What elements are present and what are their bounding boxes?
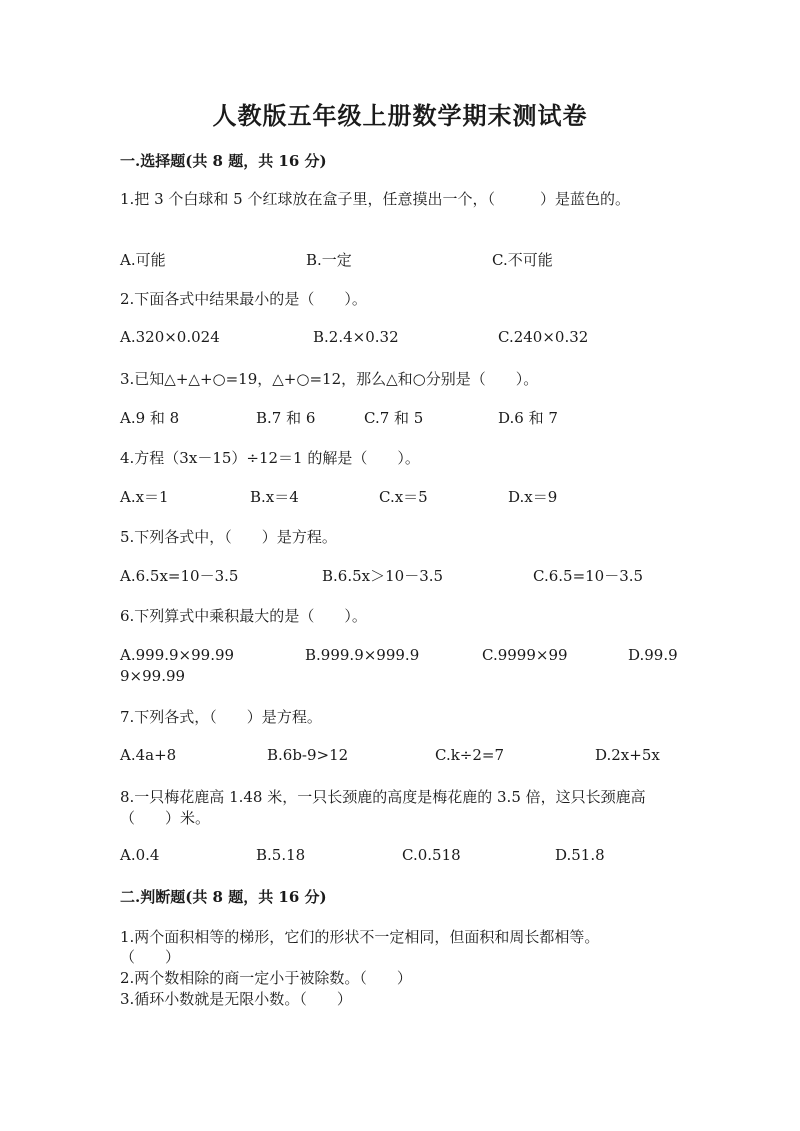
question-8: 8.一只梅花鹿高 1.48 米，一只长颈鹿的高度是梅花鹿的 3.5 倍，这只长颈鹿高 (120, 788, 646, 806)
question-6-option-c: C.9999×99 (482, 646, 568, 664)
question-1-option-c: C.不可能 (492, 251, 553, 269)
question-1-option-a: A.可能 (120, 251, 166, 269)
question-7-option-a: A.4a+8 (120, 746, 177, 764)
question-6-option-d-wrap: 9×99.99 (120, 667, 186, 685)
judgment-3: 3.循环小数就是无限小数。（ ） (120, 990, 352, 1008)
question-7: 7.下列各式，（ ）是方程。 (120, 708, 322, 726)
question-2-option-a: A.320×0.024 (120, 328, 220, 346)
judgment-1: 1.两个面积相等的梯形，它们的形状不一定相同，但面积和周长都相等。 (120, 928, 600, 946)
question-6-option-b: B.999.9×999.9 (305, 646, 420, 664)
question-3-option-c: C.7 和 5 (364, 409, 424, 427)
question-6-option-d: D.99.9 (628, 646, 678, 664)
question-7-option-d: D.2x+5x (595, 746, 660, 764)
section-heading-multiple-choice: 一.选择题(共 8 题，共 16 分) (120, 152, 327, 170)
question-8-option-c: C.0.518 (402, 846, 461, 864)
question-6: 6.下列算式中乘积最大的是（ ）。 (120, 607, 367, 625)
question-3: 3.已知△+△+○=19，△+○=12，那么△和○分别是（ ）。 (120, 370, 539, 388)
question-4: 4.方程（3x－15）÷12＝1 的解是（ ）。 (120, 449, 420, 467)
question-3-option-b: B.7 和 6 (256, 409, 316, 427)
question-7-option-b: B.6b-9>12 (267, 746, 349, 764)
judgment-1-wrap: （ ） (120, 948, 181, 966)
section-heading-true-false: 二.判断题(共 8 题，共 16 分) (120, 888, 327, 906)
question-7-option-c: C.k÷2=7 (435, 746, 505, 764)
question-5-option-b: B.6.5x＞10－3.5 (322, 567, 444, 585)
question-5-option-a: A.6.5x=10－3.5 (120, 567, 239, 585)
question-6-option-a: A.999.9×99.99 (120, 646, 235, 664)
question-5-option-c: C.6.5=10－3.5 (533, 567, 644, 585)
question-8-option-b: B.5.18 (256, 846, 306, 864)
question-8-wrap: （ ）米。 (120, 809, 211, 827)
question-4-option-d: D.x＝9 (508, 488, 558, 506)
judgment-2: 2.两个数相除的商一定小于被除数。（ ） (120, 969, 412, 987)
question-2-option-c: C.240×0.32 (498, 328, 589, 346)
question-8-option-a: A.0.4 (120, 846, 160, 864)
exam-title: 人教版五年级上册数学期末测试卷 (212, 101, 588, 130)
question-3-option-d: D.6 和 7 (498, 409, 558, 427)
question-4-option-a: A.x＝1 (120, 488, 169, 506)
question-2-option-b: B.2.4×0.32 (313, 328, 399, 346)
question-2: 2.下面各式中结果最小的是（ ）。 (120, 290, 367, 308)
question-1: 1.把 3 个白球和 5 个红球放在盒子里，任意摸出一个，（ ）是蓝色的。 (120, 190, 630, 208)
question-3-option-a: A.9 和 8 (120, 409, 180, 427)
question-8-option-d: D.51.8 (555, 846, 605, 864)
question-5: 5.下列各式中，（ ）是方程。 (120, 528, 337, 546)
question-4-option-b: B.x＝4 (250, 488, 299, 506)
question-4-option-c: C.x＝5 (379, 488, 428, 506)
question-1-option-b: B.一定 (306, 251, 352, 269)
